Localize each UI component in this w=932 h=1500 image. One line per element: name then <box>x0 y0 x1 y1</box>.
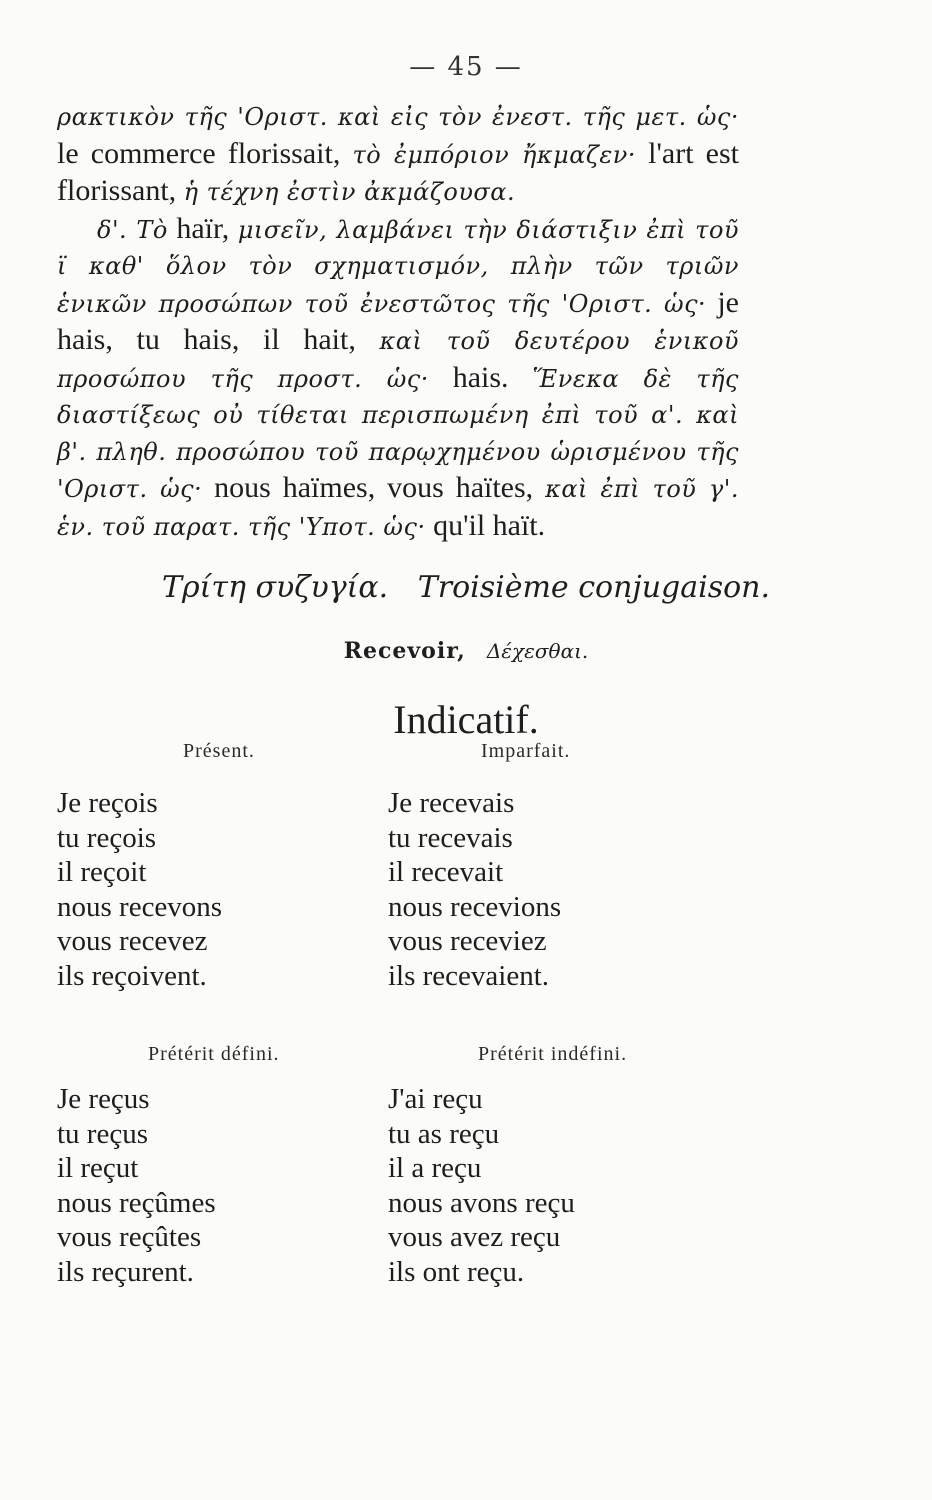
conjugation-form: nous recevions <box>388 890 562 923</box>
section-heading <box>0 570 932 605</box>
greek-text: τὸ ἐμπόριον ἤκμαζεν· <box>352 140 637 169</box>
french-text: haïr, <box>167 211 238 245</box>
conjugation-form: ils ont reçu. <box>388 1255 525 1288</box>
preterit-indefini-forms <box>388 1082 575 1289</box>
conjugation-form: vous receviez <box>388 925 547 957</box>
greek-text: δ'. Τὸ <box>97 215 168 244</box>
preterit-defini-label: Prétérit défini. <box>148 1043 280 1065</box>
conjugation-form: Je recevais <box>388 787 515 819</box>
greek-text: Ἕνεκα δὲ τῆς διαστίξεως οὐ τίθεται περισπωμένη ἐπὶ τοῦ α'. καὶ β'. πληθ. προσώπου τοῦ παρῳχημένου ὡρισμένου τῆς 'Οριστ. ὡς· <box>57 364 740 503</box>
conjugation-form: ils reçurent. <box>57 1255 194 1288</box>
preterit-indefini-label: Prétérit indéfini. <box>478 1043 628 1065</box>
conjugation-form: tu recevais <box>388 821 513 854</box>
greek-text: ἡ τέχνη ἐστὶν ἀκμάζουσα. <box>183 178 516 206</box>
conjugation-form: ils recevaient. <box>388 959 550 992</box>
conjugation-form: vous reçûtes <box>57 1221 202 1253</box>
greek-text: μισεῖν, λαμβάνει τὴν διάστιξιν ἐπὶ τοῦ ϊ καθ' ὅλον τὸν σχηματισμόν, πλὴν τῶν τριῶν ἑνικῶν προσώπων τοῦ ἐνεστῶτος τῆς 'Οριστ. ὡς· <box>57 215 739 318</box>
conjugation-form: nous avons reçu <box>388 1186 575 1219</box>
conjugation-form: nous reçûmes <box>57 1186 216 1219</box>
conjugation-form: il reçoit <box>57 856 147 888</box>
page-number: — 45 — <box>409 52 523 82</box>
conjugation-form: ils reçoivent. <box>57 959 207 992</box>
french-text: nous haïmes, vous haïtes, <box>202 471 546 504</box>
french-text: hais. <box>428 360 533 394</box>
mood-title: Indicatif. <box>393 697 539 742</box>
conjugation-form: Je reçus <box>57 1083 150 1115</box>
verb-french: Recevoir, <box>343 638 466 664</box>
french-text: je hais, tu hais, il hait, <box>57 285 739 356</box>
greek-text: καὶ τοῦ δευτέρου ἑνικοῦ προσώπου τῆς προστ. ὡς· <box>57 327 740 393</box>
greek-text: καὶ ἐπὶ τοῦ γ'. ἑν. τοῦ παρατ. τῆς 'Υποτ. ὡς· <box>57 475 739 541</box>
french-text: qu'il haït. <box>425 508 546 542</box>
conjugation-form: tu reçois <box>57 821 157 854</box>
preterit-defini-forms <box>57 1082 216 1289</box>
conjugation-form: il reçut <box>57 1152 139 1184</box>
conjugation-form: tu reçus <box>57 1117 148 1150</box>
conjugation-form: Je reçois <box>57 787 158 819</box>
conjugation-form: vous avez reçu <box>388 1221 561 1253</box>
paragraph-1 <box>57 98 739 211</box>
conjugation-form: nous recevons <box>57 890 223 923</box>
greek-text: ρακτικὸν τῆς 'Οριστ. καὶ εἰς τὸν ἐνεστ. τῆς μετ. ὡς· <box>57 103 739 131</box>
verb-greek: Δέχεσθαι. <box>486 639 589 663</box>
french-text: l'art est florissant, <box>57 136 739 207</box>
conjugation-form: il a reçu <box>388 1152 482 1184</box>
heading-french: Troisième conjugaison. <box>417 570 771 605</box>
present-forms <box>57 786 222 993</box>
imparfait-label: Imparfait. <box>481 740 571 762</box>
body-text <box>57 98 739 545</box>
imparfait-forms <box>388 786 561 993</box>
french-text: le commerce florissait, <box>57 136 353 170</box>
conjugation-form: J'ai reçu <box>388 1083 483 1115</box>
conjugation-form: tu as reçu <box>388 1117 500 1150</box>
verb-title <box>0 638 932 664</box>
heading-greek: Τρίτη συζυγία. <box>161 570 389 605</box>
paragraph-2 <box>57 211 739 546</box>
conjugation-form: vous recevez <box>57 925 208 957</box>
conjugation-form: il recevait <box>388 856 504 888</box>
present-label: Présent. <box>183 740 255 762</box>
